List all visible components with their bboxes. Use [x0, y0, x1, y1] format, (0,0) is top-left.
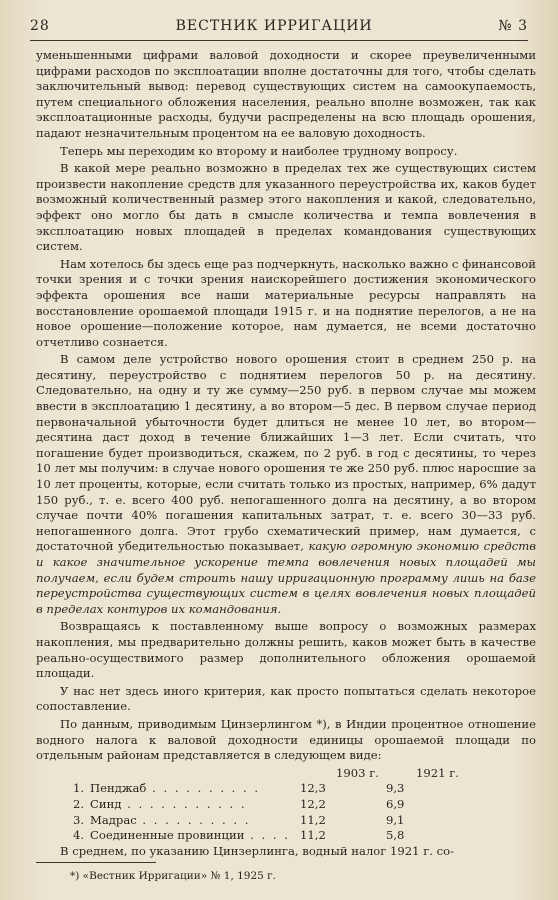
paragraph: уменьшенными цифрами валовой доходности и скорее преувеличенными цифрами расходов по эксплоатации вполне достаточны для того, чтобы сделать заключительный вывод: перевод существующих систем на самоокупаемость, путем специального обложения населения, реально вполне возможен, так как эксплоатационные расходы, будучи распределены на всю площадь орошения, падают незначительным процентом на ее валовую доходность.	[36, 48, 536, 140]
footnote-rule	[36, 862, 156, 863]
paragraph: Возвращаясь к поставленному выше вопросу о возможных размерах накопления, мы предварительно должны решить, каков может быть в качестве реально-осуществимого размер дополнительного обложения орошаемой площади.	[36, 619, 536, 681]
region-label: Синд	[90, 796, 122, 811]
value-1921: 9,1	[386, 812, 405, 827]
table-row	[36, 797, 536, 813]
leader-dots: . . . . . . . . . .	[146, 781, 261, 796]
closing-line: В среднем, по указанию Цинзерлинга, водный налог 1921 г. со-	[60, 843, 455, 858]
value-1903: 12,3	[300, 781, 326, 796]
value-1903: 11,2	[300, 812, 326, 827]
value-1903: 12,2	[300, 796, 326, 811]
paragraph: У нас нет здесь иного критерия, как просто попытаться сделать некоторое сопоставление.	[36, 683, 536, 714]
region-name	[90, 828, 300, 844]
value-1921: 5,8	[386, 828, 405, 843]
running-header	[30, 14, 528, 38]
region-label: Пенджаб	[90, 781, 147, 796]
paragraph: В какой мере реально возможно в пределах тех же существующих систем произвести накопление средств для указанного переустройства их, каков будет возможный количественный размер этого накопления и какой, следовательно, эффект оно могло бы дать в смысле количества и темпа вовлечения в эксплоатацию новых площадей в пределах командования существующих систем.	[36, 161, 536, 254]
paragraph: Нам хотелось бы здесь еще раз подчеркнуть, насколько важно с финансовой точки зрения и с точки зрения наискорейшего достижения экономического эффекта орошения все наши материальные ресурсы направлять на восстановление орошаемой площади 1915 г. и на поднятие перелогов, а не на новое орошение—положение которое, нам думается, не всеми достаточно отчетливо сознается.	[36, 256, 536, 349]
leader-dots: . . . . . . . . . . .	[121, 796, 247, 811]
table-row	[36, 781, 536, 797]
column-header: 1921 г.	[416, 765, 459, 780]
region-name	[90, 797, 300, 813]
row-number: 1.	[72, 781, 84, 796]
region-name	[90, 813, 300, 829]
value-1921: 9,3	[386, 781, 405, 796]
journal-title: ВЕСТНИК ИРРИГАЦИИ	[175, 18, 373, 34]
row-number: 4.	[72, 828, 84, 843]
row-number: 3.	[72, 812, 84, 827]
article-body	[36, 48, 536, 861]
region-label: Соединенные провинции	[90, 828, 245, 843]
header-rule	[30, 40, 528, 41]
paragraph-text: В самом деле устройство нового орошения стоит в среднем 250 р. на десятину, переустройство с поднятием перелогов 50 р. на десятину. Следовательно, на одну и ту же сумму—250 руб. в первом случае мы можем ввести в эксплоатацию 1 десятину, а во втором—5 дес. В первом случае период первоначальной убыточности будет длиться не менее 10 лет, во втором—десятина даст доход в течение ближайших 1—3 лет. Если считать, что погашение будет производиться, скажем, по 2 руб. в год с десятины, то через 10 лет мы получим: в случае нового орошения те же 250 руб. плюс наросшие за 10 лет проценты, которые, если считать только из простых, например, 6% дадут 150 руб., т. е. всего 400 руб. непогашенного долга на десятину, а во втором случае почти 40% погашения капитальных затрат, т. е. всего 30—33 руб. непогашенного долга. Этот грубо схематический пример, нам думается, с достаточной убедительностью показывает,	[36, 352, 536, 554]
page-number: 28	[30, 18, 50, 34]
table-row	[36, 828, 536, 844]
tax-ratio-table	[36, 766, 536, 844]
paragraph-with-emphasis	[36, 352, 536, 617]
paragraph: По данным, приводимым Цинзерлингом *), в Индии процентное отношение водного налога к валовой доходности единицы орошаемой площади по отдельным районам представляется в следующем виде:	[36, 716, 536, 763]
row-number: 2.	[72, 796, 84, 811]
table-row	[36, 813, 536, 829]
region-label: Мадрас	[90, 812, 137, 827]
issue-number: № 3	[498, 18, 528, 34]
value-1921: 6,9	[386, 796, 405, 811]
footnote: *) «Вестник Ирригации» № 1, 1925 г.	[70, 870, 277, 882]
emphasized-text: какую огромную экономию средств и какое значительное ускорение темпа вовлечения новых площадей мы получаем, если будем строить нашу ирригационную программу лишь на базе переустройства существующих систем в целях вовлечения новых площадей в пределах контуров их командования.	[36, 539, 537, 616]
region-name	[90, 781, 300, 797]
paragraph: Теперь мы переходим ко второму и наиболее трудному вопросу.	[60, 143, 458, 158]
leader-dots: . . . .	[244, 828, 290, 843]
leader-dots: . . . . . . . . . .	[136, 812, 251, 827]
column-header: 1903 г.	[336, 765, 379, 780]
value-1903: 11,2	[300, 828, 326, 843]
table-header	[36, 766, 536, 782]
